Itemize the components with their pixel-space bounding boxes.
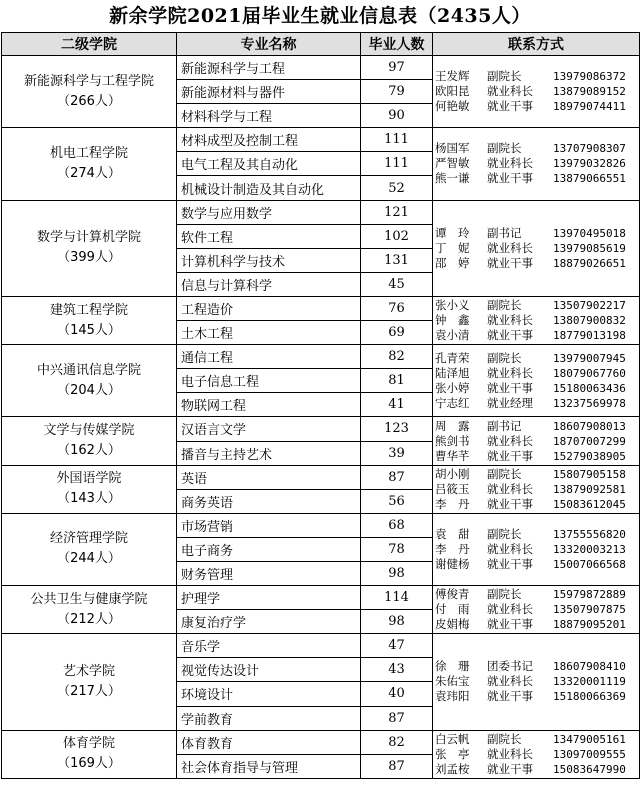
graduate-count: 82 [361,345,433,369]
employment-table [1,32,640,779]
college-cell [2,200,177,296]
contact-entry [435,542,639,557]
college-name: 中兴通讯信息学院 [36,362,141,378]
major-name: 环境设计 [177,682,361,706]
college-total: （145人） [57,322,121,338]
contact-entry [435,587,639,602]
header-contact: 联系方式 [433,33,640,56]
contact-position: 就业科长 [487,240,533,255]
contact-phone: 13979007945 [553,351,626,365]
contact-name: 陆泽旭 [435,365,470,380]
major-name: 财务管理 [177,561,361,585]
college-total: （169人） [57,756,121,772]
contact-phone: 13979085619 [553,241,626,255]
contact-entry [435,557,639,572]
major-name: 电气工程及其自动化 [177,152,361,176]
contact-entry [435,241,639,256]
contact-entry [435,366,639,381]
contact-position: 就业干事 [487,380,533,395]
graduate-count: 87 [361,754,433,778]
contact-cell [433,513,640,585]
contact-name: 袁玮阳 [435,689,470,704]
graduate-count: 98 [361,610,433,634]
contact-entry [435,396,639,411]
table-row [2,634,640,658]
contact-cell [433,200,640,296]
contact-position: 副院长 [487,466,522,481]
college-name: 公共卫生与健康学院 [30,591,148,607]
graduate-count: 131 [361,248,433,272]
contact-cell [433,56,640,128]
table-row [2,56,640,80]
major-name: 电子商务 [177,537,361,561]
graduate-count: 111 [361,128,433,152]
contact-entry [435,256,639,271]
contact-entry [435,298,639,313]
major-name: 计算机科学与技术 [177,248,361,272]
contact-cell [433,345,640,417]
graduate-count: 41 [361,393,433,417]
contact-entry [435,84,639,99]
contact-entry [435,434,639,449]
graduate-count: 87 [361,465,433,489]
contact-name: 谢健杨 [435,556,470,571]
contact-name: 丁 妮 [435,240,470,255]
contact-name: 严智敏 [435,156,470,171]
contact-position: 副院长 [487,350,522,365]
major-name: 音乐学 [177,634,361,658]
contact-position: 副院长 [487,298,522,313]
contact-name: 周 露 [435,418,470,433]
graduate-count: 56 [361,489,433,513]
contact-name: 张小义 [435,298,470,313]
graduate-count: 52 [361,176,433,200]
contact-name: 张 亭 [435,746,470,761]
contact-position: 就业干事 [487,99,533,114]
contact-entry [435,467,639,482]
college-total: （204人） [57,382,121,398]
contact-entry [435,328,639,343]
contact-position: 团委书记 [487,659,533,674]
contact-name: 朱佑宝 [435,674,470,689]
contact-name: 胡小刚 [435,466,470,481]
table-row [2,513,640,537]
table-row [2,200,640,224]
college-name: 文学与传媒学院 [43,423,135,438]
contact-phone: 13979032826 [553,157,626,171]
contact-entry [435,419,639,434]
contact-phone: 15279038905 [553,449,626,463]
contact-cell [433,586,640,634]
major-name: 康复治疗学 [177,610,361,634]
contact-entry [435,156,639,171]
contact-phone: 15180066369 [553,690,626,704]
graduate-count: 47 [361,634,433,658]
major-name: 通信工程 [177,345,361,369]
contact-phone: 13320001119 [553,675,626,689]
graduate-count: 102 [361,224,433,248]
major-name: 材料成型及控制工程 [177,128,361,152]
contact-position: 就业干事 [487,556,533,571]
graduate-count: 81 [361,369,433,393]
contact-position: 副书记 [487,418,522,433]
table-row [2,296,640,320]
contact-phone: 18879026651 [553,256,626,270]
contact-phone: 18879095201 [553,618,626,632]
major-name: 社会体育指导与管理 [177,754,361,778]
contact-name: 皮娟梅 [435,617,470,632]
contact-entry [435,527,639,542]
graduate-count: 79 [361,80,433,104]
contact-position: 就业科长 [487,313,533,328]
header-major: 专业名称 [177,33,361,56]
contact-phone: 13879066551 [553,172,626,186]
contact-name: 谭 玲 [435,225,470,240]
contact-cell [433,465,640,513]
graduate-count: 121 [361,200,433,224]
major-name: 汉语言文学 [177,417,361,441]
college-name: 数学与计算机学院 [36,230,141,246]
contact-phone: 18607908013 [553,419,626,433]
major-name: 护理学 [177,586,361,610]
contact-position: 就业经理 [487,395,533,410]
contact-position: 就业干事 [487,617,533,632]
contact-entry [435,747,639,762]
contact-name: 曹华芊 [435,448,470,463]
contact-entry [435,762,639,777]
contact-position: 就业科长 [487,481,533,496]
contact-name: 傅俊青 [435,587,470,602]
contact-position: 就业干事 [487,448,533,463]
contact-position: 副院长 [487,141,522,156]
contact-entry [435,689,639,704]
contact-entry [435,69,639,84]
contact-phone: 15083647990 [553,762,626,776]
table-body [2,56,640,779]
contact-phone: 15007066568 [553,557,626,571]
major-name: 信息与计算科学 [177,272,361,296]
major-name: 体育教育 [177,730,361,754]
contact-entry [435,602,639,617]
contact-phone: 18779013198 [553,329,626,343]
contact-cell [433,634,640,730]
major-name: 市场营销 [177,513,361,537]
graduate-count: 87 [361,706,433,730]
major-name: 学前教育 [177,706,361,730]
contact-position: 副院长 [487,731,522,746]
contact-phone: 18607908410 [553,660,626,674]
contact-position: 就业干事 [487,328,533,343]
college-cell [2,128,177,200]
college-total: （244人） [57,551,121,567]
contact-phone: 13707908307 [553,142,626,156]
table-row [2,730,640,754]
major-name: 新能源科学与工程 [177,56,361,80]
contact-phone: 13970495018 [553,226,626,240]
contact-name: 付 雨 [435,602,470,617]
contact-phone: 13320003213 [553,542,626,556]
graduate-count: 39 [361,441,433,465]
contact-phone: 13237569978 [553,396,626,410]
contact-phone: 13807900832 [553,314,626,328]
contact-phone: 13755556820 [553,527,626,541]
contact-name: 钟 鑫 [435,313,470,328]
contact-entry [435,99,639,114]
contact-position: 就业科长 [487,84,533,99]
contact-name: 熊剑书 [435,433,470,448]
contact-phone: 13879092581 [553,482,626,496]
contact-name: 王发辉 [435,69,470,84]
contact-name: 张小婷 [435,380,470,395]
major-name: 数学与应用数学 [177,200,361,224]
contact-position: 就业科长 [487,674,533,689]
college-name: 体育学院 [62,736,115,752]
contact-name: 李 丹 [435,496,470,511]
contact-position: 就业科长 [487,433,533,448]
contact-entry [435,497,639,512]
contact-cell [433,128,640,200]
header-college: 二级学院 [2,33,177,56]
contact-position: 就业干事 [487,171,533,186]
major-name: 英语 [177,465,361,489]
major-name: 物联网工程 [177,393,361,417]
contact-entry [435,381,639,396]
contact-phone: 18707007299 [553,434,626,448]
graduate-count: 76 [361,296,433,320]
contact-entry [435,617,639,632]
contact-phone: 13479005161 [553,732,626,746]
table-row [2,417,640,441]
major-name: 工程造价 [177,296,361,320]
contact-entry [435,732,639,747]
contact-name: 孔青荣 [435,350,470,365]
contact-entry [435,351,639,366]
graduate-count: 82 [361,730,433,754]
contact-position: 就业干事 [487,689,533,704]
college-cell [2,296,177,344]
contact-name: 杨国军 [435,141,470,156]
college-name: 外国语学院 [56,471,122,487]
major-name: 新能源材料与器件 [177,80,361,104]
table-row [2,586,640,610]
college-total: （162人） [57,443,121,458]
contact-cell [433,730,640,778]
contact-entry [435,313,639,328]
graduate-count: 43 [361,658,433,682]
contact-position: 副院长 [487,69,522,84]
contact-cell [433,417,640,465]
table-row [2,128,640,152]
graduate-count: 114 [361,586,433,610]
contact-name: 欧阳昆 [435,84,470,99]
contact-position: 就业干事 [487,761,533,776]
major-name: 电子信息工程 [177,369,361,393]
graduate-count: 45 [361,272,433,296]
contact-entry [435,226,639,241]
contact-entry [435,449,639,464]
college-total: （212人） [57,611,121,627]
contact-entry [435,674,639,689]
contact-entry [435,482,639,497]
contact-position: 就业科长 [487,602,533,617]
contact-entry [435,659,639,674]
contact-position: 就业干事 [487,255,533,270]
college-total: （217人） [57,683,121,699]
contact-name: 刘孟桉 [435,761,470,776]
college-total: （399人） [57,250,121,266]
contact-name: 何艳敏 [435,99,470,114]
contact-phone: 15807905158 [553,467,626,481]
college-cell [2,345,177,417]
header-count: 毕业人数 [361,33,433,56]
college-name: 建筑工程学院 [49,302,128,318]
contact-name: 徐 珊 [435,659,470,674]
college-cell [2,417,177,465]
major-name: 播音与主持艺术 [177,441,361,465]
header-row [2,33,640,56]
graduate-count: 68 [361,513,433,537]
contact-entry [435,141,639,156]
contact-name: 邵 婷 [435,255,470,270]
contact-position: 就业科长 [487,156,533,171]
college-cell [2,586,177,634]
contact-phone: 13507907875 [553,603,626,617]
college-cell [2,513,177,585]
contact-name: 白云帆 [435,731,470,746]
contact-position: 副院长 [487,587,522,602]
graduate-count: 90 [361,104,433,128]
college-name: 新能源科学与工程学院 [23,73,154,89]
contact-name: 宁志红 [435,395,470,410]
contact-phone: 15180063436 [553,381,626,395]
contact-phone: 15979872889 [553,588,626,602]
college-name: 艺术学院 [62,663,115,679]
graduate-count: 123 [361,417,433,441]
contact-phone: 13097009555 [553,747,626,761]
contact-position: 就业科长 [487,365,533,380]
graduate-count: 97 [361,56,433,80]
major-name: 材料科学与工程 [177,104,361,128]
page-title: 新余学院2021届毕业生就业信息表（2435人） [109,5,531,27]
contact-name: 李 丹 [435,541,470,556]
graduate-count: 111 [361,152,433,176]
major-name: 软件工程 [177,224,361,248]
graduate-count: 98 [361,561,433,585]
college-name: 机电工程学院 [49,145,128,161]
contact-cell [433,296,640,344]
contact-name: 熊一谦 [435,171,470,186]
graduate-count: 69 [361,321,433,345]
graduate-count: 40 [361,682,433,706]
contact-position: 就业干事 [487,496,533,511]
contact-position: 就业科长 [487,541,533,556]
college-total: （266人） [57,93,121,109]
major-name: 土木工程 [177,321,361,345]
college-cell [2,465,177,513]
graduate-count: 78 [361,537,433,561]
college-total: （143人） [57,491,121,507]
contact-position: 就业科长 [487,746,533,761]
contact-phone: 15083612045 [553,497,626,511]
college-cell [2,730,177,778]
contact-name: 袁 甜 [435,526,470,541]
table-row [2,465,640,489]
contact-phone: 13507902217 [553,299,626,313]
contact-name: 袁小清 [435,328,470,343]
contact-name: 吕筱玉 [435,481,470,496]
contact-phone: 13879089152 [553,85,626,99]
college-cell [2,56,177,128]
major-name: 视觉传达设计 [177,658,361,682]
contact-position: 副书记 [487,225,522,240]
table-row [2,345,640,369]
major-name: 商务英语 [177,489,361,513]
college-total: （274人） [57,165,121,181]
contact-position: 副院长 [487,526,522,541]
college-name: 经济管理学院 [49,531,128,547]
contact-phone: 18979074411 [553,100,626,114]
contact-phone: 13979086372 [553,70,626,84]
contact-phone: 18079067760 [553,366,626,380]
college-cell [2,634,177,730]
contact-entry [435,171,639,186]
major-name: 机械设计制造及其自动化 [177,176,361,200]
